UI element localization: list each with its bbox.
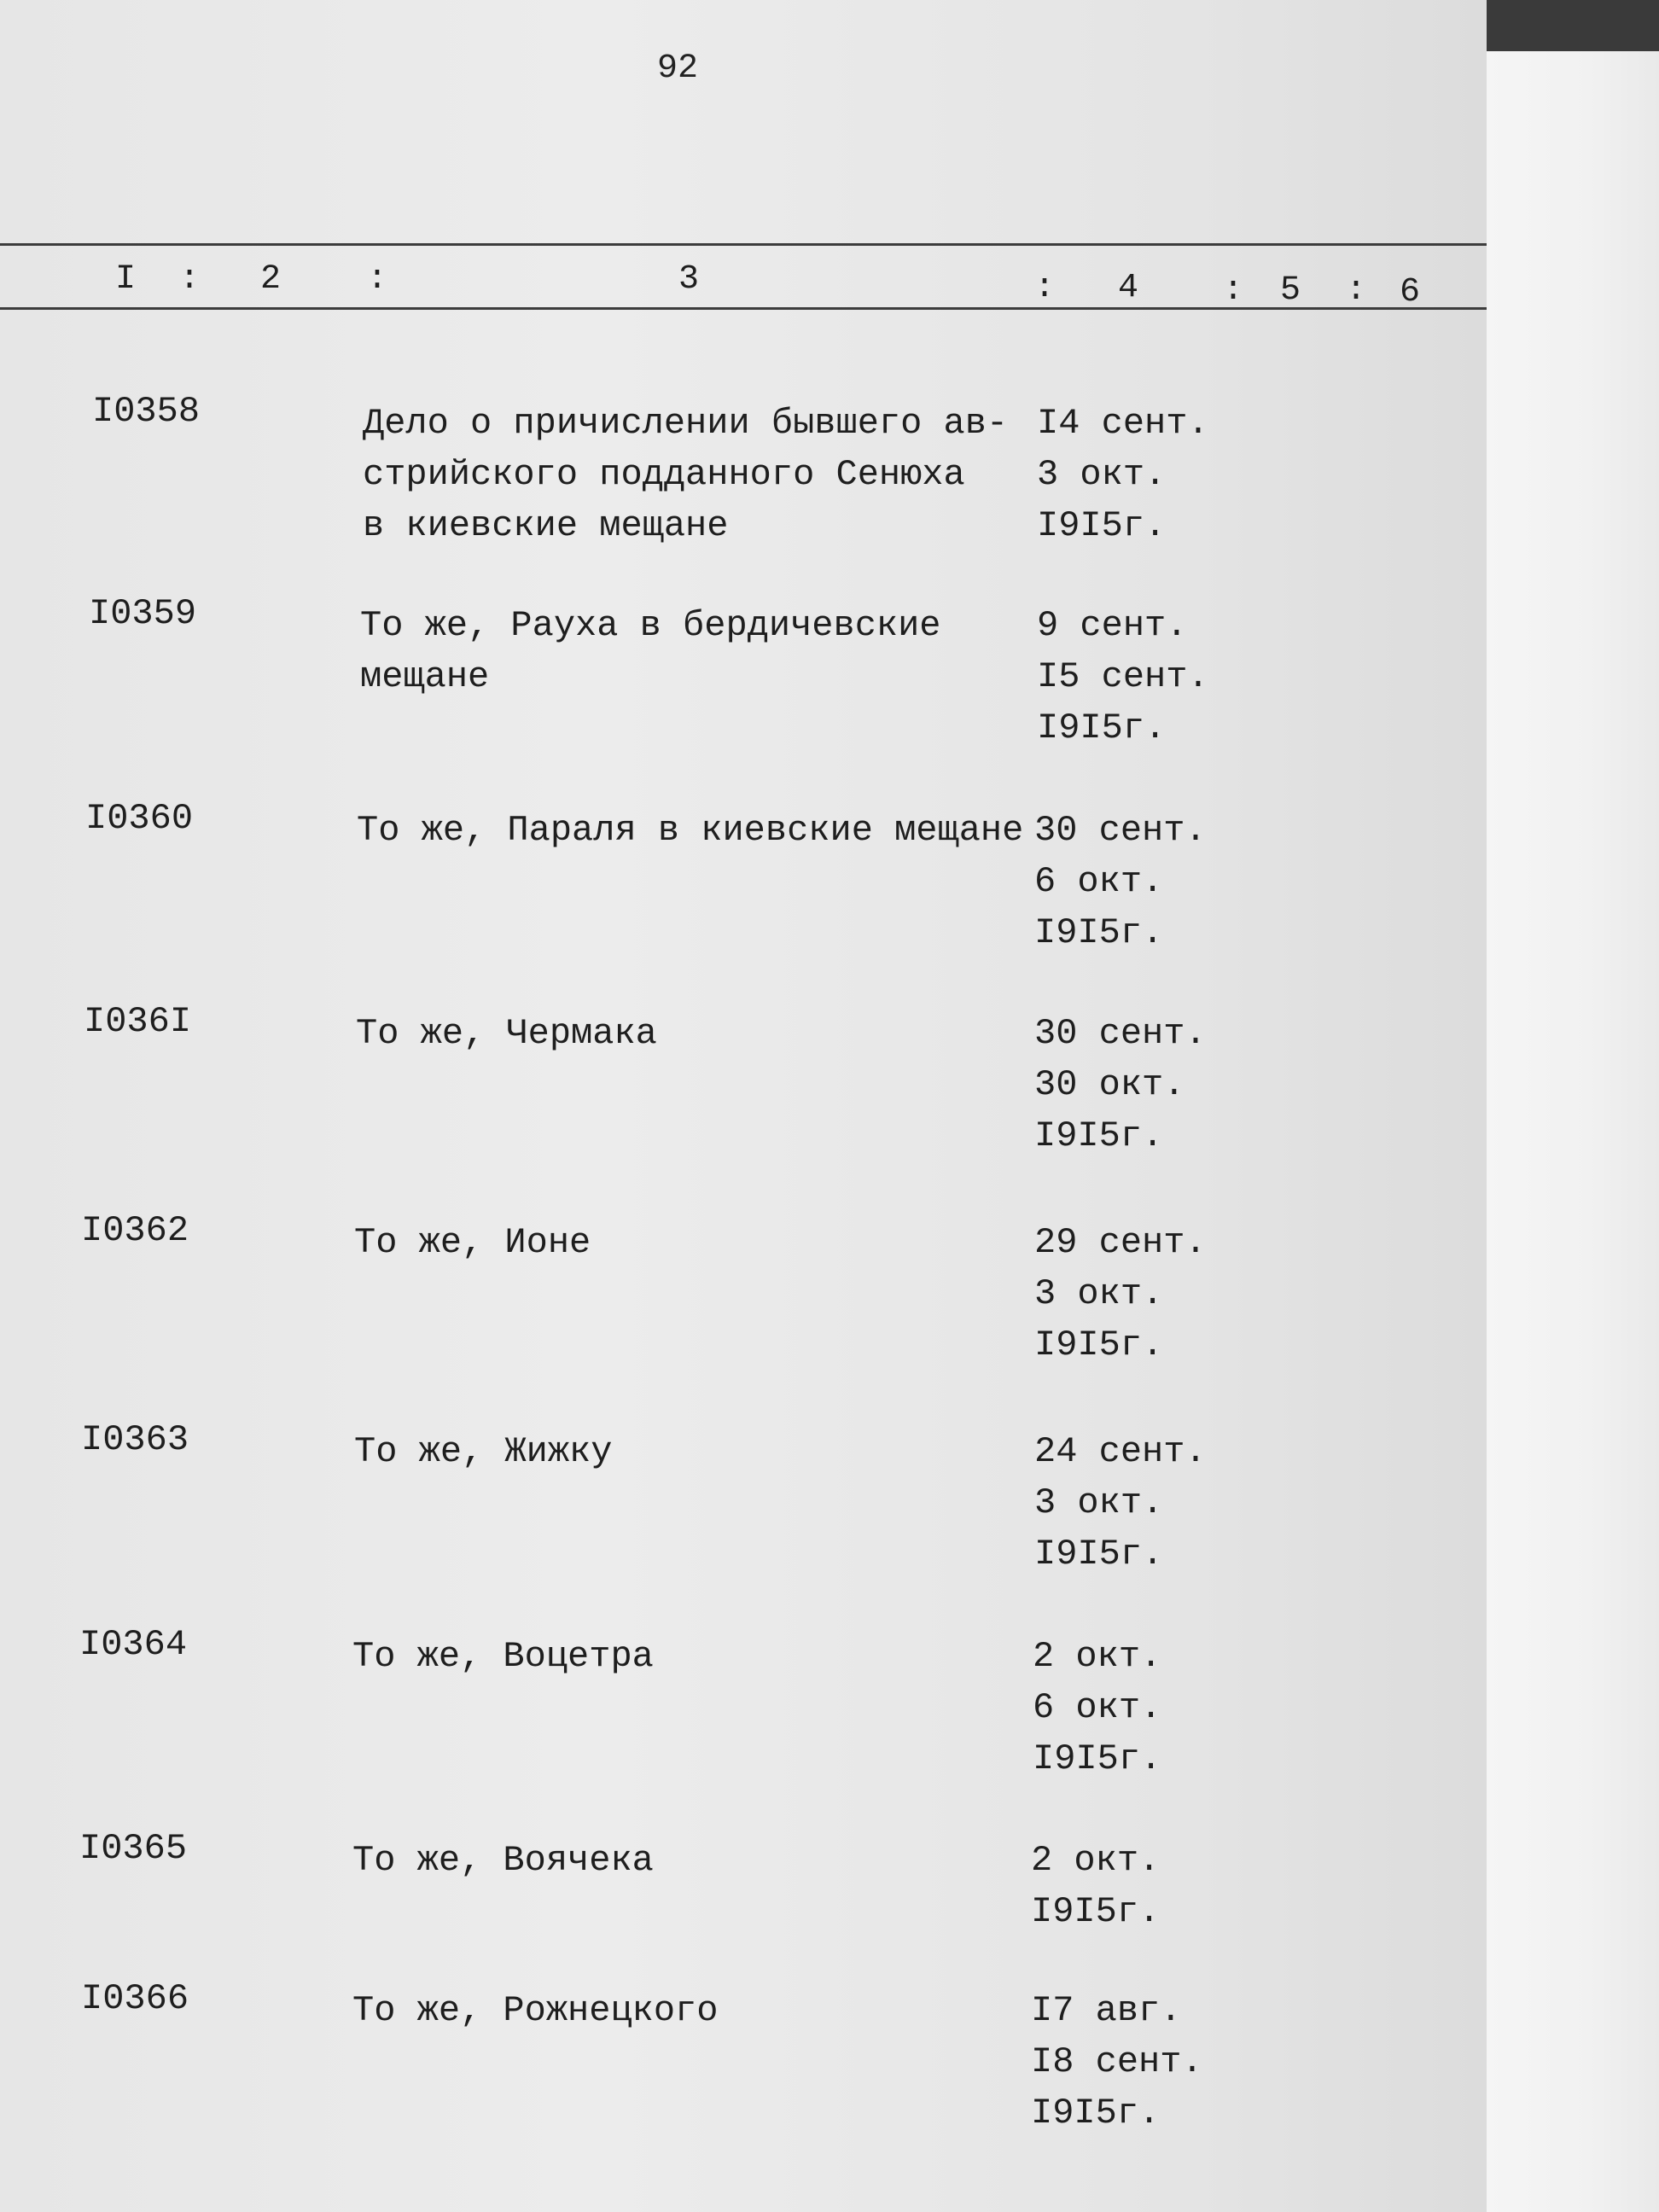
record-description xyxy=(356,1008,657,1059)
date-line: 3 окт. xyxy=(1034,1273,1164,1314)
record-dates xyxy=(1031,1985,1203,2139)
date-line: I9I5г. xyxy=(1034,1115,1164,1156)
record-description xyxy=(352,1631,654,1682)
header-rule-bottom xyxy=(0,307,1487,310)
date-line: I9I5г. xyxy=(1034,912,1164,953)
record-dates xyxy=(1037,600,1209,754)
date-line: I9I5г. xyxy=(1037,707,1167,748)
description-line: То же, Жижку xyxy=(354,1431,613,1472)
date-line: I9I5г. xyxy=(1031,2093,1161,2133)
date-line: I9I5г. xyxy=(1031,1891,1161,1932)
date-line: I5 сент. xyxy=(1037,656,1209,697)
record-number: I0363 xyxy=(81,1419,189,1460)
record-number: I0362 xyxy=(81,1210,189,1251)
date-line: 30 сент. xyxy=(1034,810,1207,851)
record-number: I0366 xyxy=(81,1978,189,2019)
record-dates xyxy=(1034,1426,1207,1580)
record-description xyxy=(363,398,1008,551)
record-description xyxy=(360,600,941,702)
record-number: I036I xyxy=(84,1001,192,1042)
header-rule-top xyxy=(0,243,1487,246)
date-line: I9I5г. xyxy=(1033,1738,1162,1779)
page-number: 92 xyxy=(657,49,699,88)
date-line: I9I5г. xyxy=(1037,505,1167,546)
description-line: стрийского подданного Сенюха xyxy=(363,454,965,495)
description-line: То же, Воячека xyxy=(352,1840,654,1881)
date-line: 2 окт. xyxy=(1033,1636,1162,1677)
record-number: I0365 xyxy=(79,1828,188,1869)
date-line: 30 сент. xyxy=(1034,1013,1207,1054)
record-dates xyxy=(1033,1631,1161,1784)
description-line: То же, Рауха в бердичевские xyxy=(360,605,941,646)
description-line: То же, Параля в киевские мещане xyxy=(357,810,1024,851)
record-description xyxy=(352,1985,718,2036)
record-dates xyxy=(1037,398,1209,551)
column-header-6: 6 xyxy=(1400,273,1421,311)
record-dates xyxy=(1034,1217,1207,1371)
date-line: 29 сент. xyxy=(1034,1222,1207,1263)
record-dates xyxy=(1034,805,1207,958)
record-dates xyxy=(1031,1835,1160,1937)
date-line: I8 сент. xyxy=(1031,2041,1203,2082)
date-line: I9I5г. xyxy=(1034,1534,1164,1575)
column-separator: : xyxy=(1223,271,1244,310)
date-line: 30 окт. xyxy=(1034,1064,1185,1105)
date-line: I4 сент. xyxy=(1037,403,1209,444)
description-line: То же, Чермака xyxy=(356,1013,657,1054)
record-description xyxy=(352,1835,654,1886)
record-number: I0359 xyxy=(89,593,197,634)
date-line: I9I5г. xyxy=(1034,1324,1164,1365)
description-line: мещане xyxy=(360,656,490,697)
description-line: Дело о причислении бывшего ав- xyxy=(363,403,1009,444)
column-separator: : xyxy=(179,260,201,299)
column-header-5: 5 xyxy=(1280,271,1301,310)
date-line: 6 окт. xyxy=(1034,861,1164,902)
record-description xyxy=(357,805,1023,856)
background-page-edge xyxy=(1487,51,1659,2212)
description-line: То же, Рожнецкого xyxy=(352,1990,719,2031)
column-header-2: 2 xyxy=(260,260,282,299)
record-number: I0360 xyxy=(85,798,194,839)
date-line: 6 окт. xyxy=(1033,1687,1162,1728)
date-line: I7 авг. xyxy=(1031,1990,1182,2031)
date-line: 9 сент. xyxy=(1037,605,1188,646)
record-dates xyxy=(1034,1008,1207,1161)
description-line: То же, Ионе xyxy=(354,1222,591,1263)
column-separator: : xyxy=(1034,269,1056,307)
column-separator: : xyxy=(1346,271,1367,310)
column-header-3: 3 xyxy=(678,260,700,299)
date-line: 3 окт. xyxy=(1037,454,1167,495)
date-line: 24 сент. xyxy=(1034,1431,1207,1472)
record-description xyxy=(354,1217,591,1268)
column-header-4: 4 xyxy=(1118,269,1139,307)
description-line: То же, Воцетра xyxy=(352,1636,654,1677)
record-description xyxy=(354,1426,612,1477)
date-line: 2 окт. xyxy=(1031,1840,1161,1881)
date-line: 3 окт. xyxy=(1034,1482,1164,1523)
column-separator: : xyxy=(367,260,388,299)
column-header-1: I xyxy=(115,260,137,299)
description-line: в киевские мещане xyxy=(363,505,729,546)
record-number: I0364 xyxy=(79,1624,188,1665)
record-number: I0358 xyxy=(92,391,201,432)
